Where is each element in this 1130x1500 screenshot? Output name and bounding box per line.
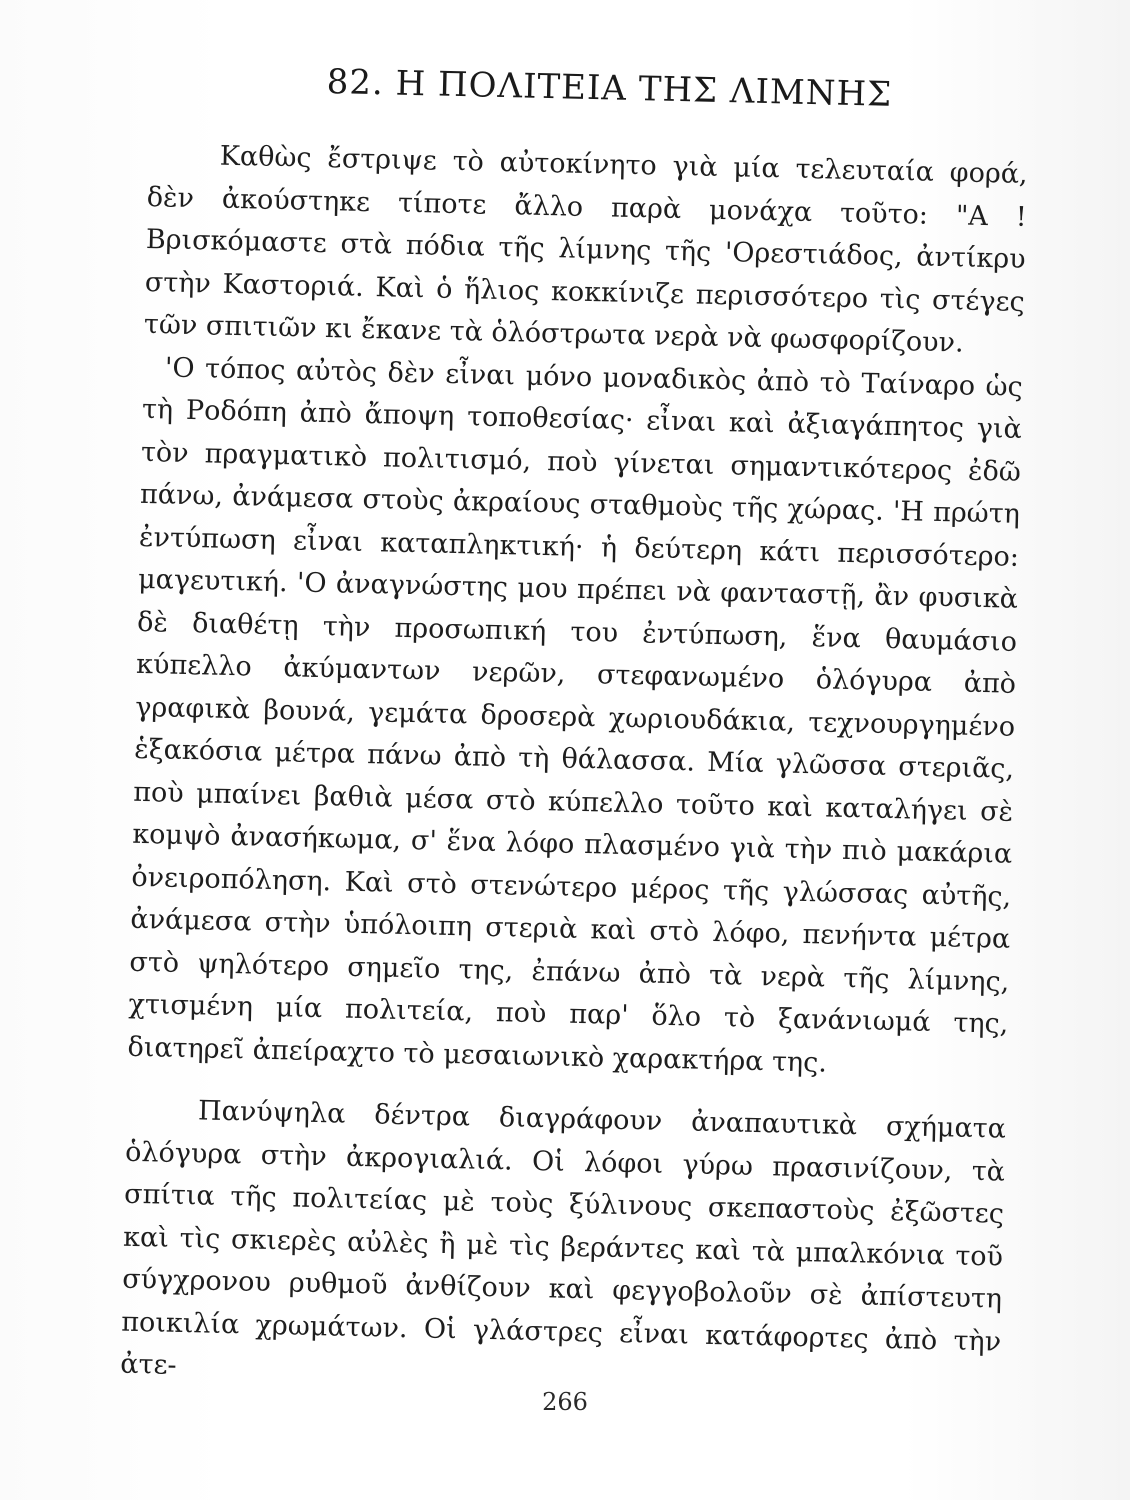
- paragraph-2: 'Ο τόπος αὐτὸς δὲν εἶναι μόνο μοναδικὸς ἀπὸ τὸ Ταίναρο ὡς τὴ Ροδόπη ἀπὸ ἄποψη τοποθεσίας· εἶναι καὶ ἀξιαγάπητος γιὰ τὸν πραγματικὸ πολιτισμό, ποὺ γίνεται σημαντικότερος ἐδῶ πάνω, ἀνάμεσα στοὺς ἀκραίους σταθμοὺς τῆς χώρας. 'Η πρώτη ἐντύπωση εἶναι καταπληκτική· ἡ δεύτερη κάτι περισσότερο: μαγευτική. 'Ο ἀναγνώστης μου πρέπει νὰ φανταστῇ, ἂν φυσικὰ δὲ διαθέτῃ τὴν προσωπική του ἐντύπωση, ἕνα θαυμάσιο κύπελλο ἀκύμαντων νερῶν, στεφανωμένο ὁλόγυρα ἀπὸ γραφικὰ βουνά, γεμάτα δροσερὰ χωριουδάκια, τεχνουργημένο ἑξακόσια μέτρα πάνω ἀπὸ τὴ θάλασσα. Μία γλῶσσα στεριᾶς, ποὺ μπαίνει βαθιὰ μέσα στὸ κύπελλο τοῦτο καὶ καταλήγει σὲ κομψὸ ἀνασήκωμα, σ' ἕνα λόφο πλασμένο γιὰ τὴν πιὸ μακάρια ὀνειροπόληση. Καὶ στὸ στενώτερο μέρος τῆς γλώσσας αὐτῆς, ἀνάμεσα στὴν ὑπόλοιπη στεριὰ καὶ στὸ λόφο, πενήντα μέτρα στὸ ψηλότερο σημεῖο της, ἐπάνω ἀπὸ τὰ νερὰ τῆς λίμνης, χτισμένη μία πολιτεία, ποὺ παρ' ὅλο τὸ ξανάνιωμά της, διατηρεῖ ἀπείραχτο τὸ μεσαιωνικὸ χαρακτήρα της.: [127, 351, 1024, 1079]
- paragraph-3: Πανύψηλα δέντρα διαγράφουν ἀναπαυτικὰ σχήματα ὁλόγυρα στὴν ἀκρογιαλιά. Οἱ λόφοι γύρω πρασινίζουν, τὰ σπίτια τῆς πολιτείας μὲ τοὺς ξύλινους σκεπαστοὺς ἐξῶστες καὶ τὶς σκιερὲς αὐλὲς ἢ μὲ τὶς βεράντες καὶ τὰ μπαλκόνια τοῦ σύγχρονου ρυθμοῦ ἀνθίζουν καὶ φεγγοβολοῦν σὲ ἀπίστευτη ποικιλία χρωμάτων. Οἱ γλάστρες εἶναι κατάφορτες ἀπὸ τὴν ἀτε-: [120, 1095, 1007, 1381]
- page-number: 266: [542, 1388, 588, 1416]
- paragraph-1: Καθὼς ἔστριψε τὸ αὐτοκίνητο γιὰ μία τελευταία φορά, δὲν ἀκούστηκε τίποτε ἄλλο παρὰ μονάχα τοῦτο: "Α ! Βρισκόμαστε στὰ πόδια τῆς λίμνης τῆς 'Ορεστιάδος, ἀντίκρυ στὴν Καστοριά. Καὶ ὁ ἥλιος κοκκίνιζε περισσότερο τὶς στέγες τῶν σπιτιῶν κι ἔκανε τὰ ὁλόστρωτα νερὰ νὰ φωσφορίζουν.: [143, 140, 1028, 359]
- page-content: [120, 58, 1030, 1406]
- chapter-title: 82. Η ΠΟΛΙΤΕΙΑ ΤΗΣ ΛΙΜΝΗΣ: [326, 62, 893, 115]
